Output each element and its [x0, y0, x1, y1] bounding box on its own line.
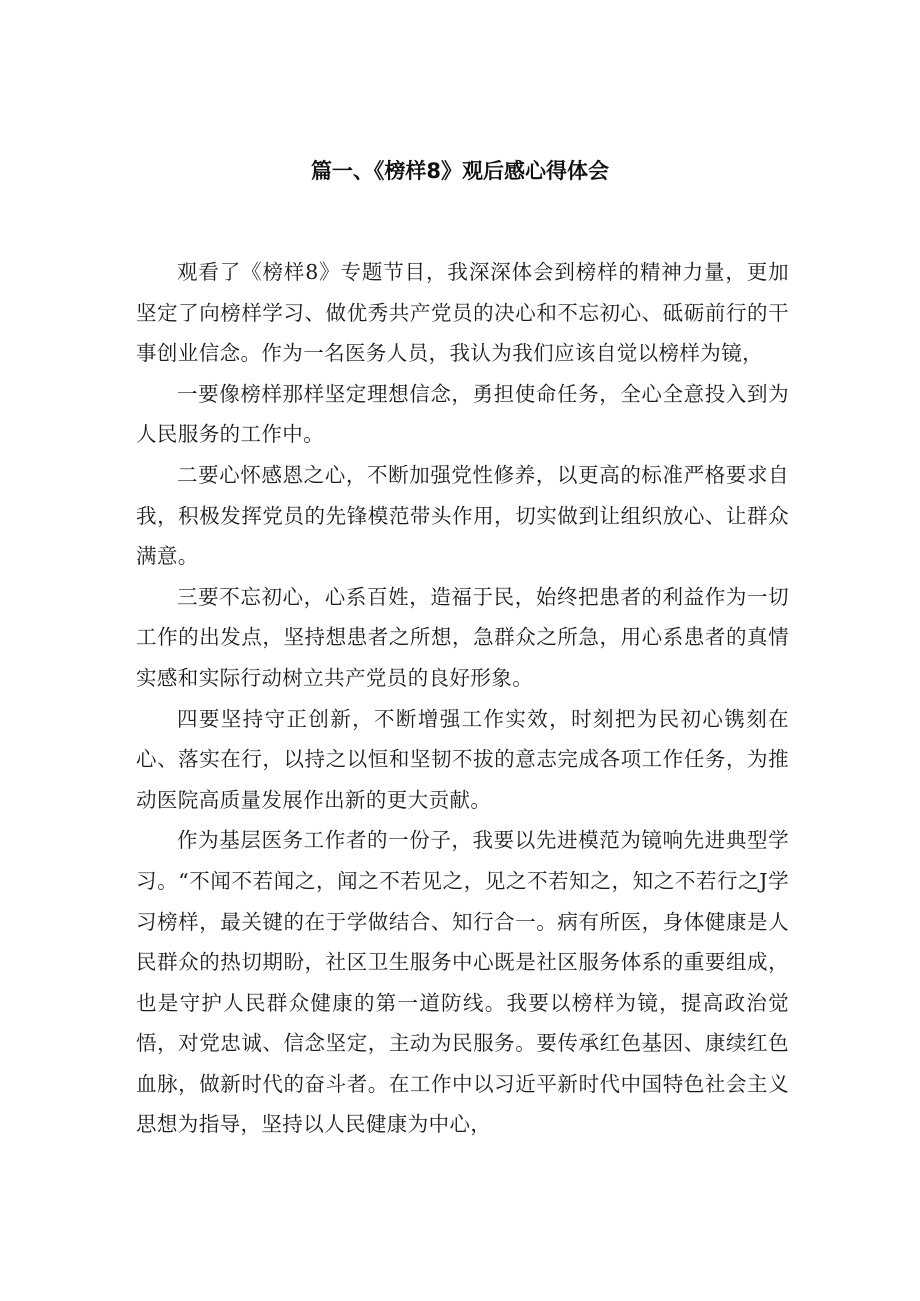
paragraph: 观看了《榜样8》专题节目，我深深体会到榜样的精神力量，更加坚定了向榜样学习、做优秀共产党员的决心和不忘初心、砥砺前行的干事创业信念。作为一名医务人员，我认为我们应该自觉以榜样为镜， [136, 260, 789, 366]
paragraph: 作为基层医务工作者的一份子，我要以先进模范为镜响先进典型学习。“不闻不若闻之，闻之不若见之，见之不若知之，知之不若行之J学习榜样，最关键的在于学做结合、知行合一。病有所医，身体健康是人民群众的热切期盼，社区卫生服务中心既是社区服务体系的重要组成，也是守护人民群众健康的第一道防线。我要以榜样为镜，提高政治觉悟，对党忠诚、信念坚定，主动为民服务。要传承红色基因、康续红色血脉，做新时代的奋斗者。在工作中以习近平新时代中国特色社会主义思想为指导，坚持以人民健康为中心， [136, 828, 789, 1137]
paragraph: 三要不忘初心，心系百姓，造福于民，始终把患者的利益作为一切工作的出发点，坚持想患者之所想，急群众之所急，用心系患者的真情实感和实际行动树立共产党员的良好形象。 [136, 584, 789, 690]
document-title: 篇一、《榜样8》观后感心得体会 [310, 159, 610, 183]
paragraph: 二要心怀感恩之心，不断加强党性修养，以更高的标准严格要求自我，积极发挥党员的先锋模范带头作用，切实做到让组织放心、让群众满意。 [136, 462, 789, 569]
paragraph: 四要坚持守正创新，不断增强工作实效，时刻把为民初心镌刻在心、落实在行，以持之以恒和坚韧不拔的意志完成各项工作任务，为推动医院高质量发展作出新的更大贡献。 [136, 706, 789, 812]
document-body [136, 252, 789, 1145]
paragraph: 一要像榜样那样坚定理想信念，勇担使命任务，全心全意投入到为人民服务的工作中。 [136, 381, 789, 447]
